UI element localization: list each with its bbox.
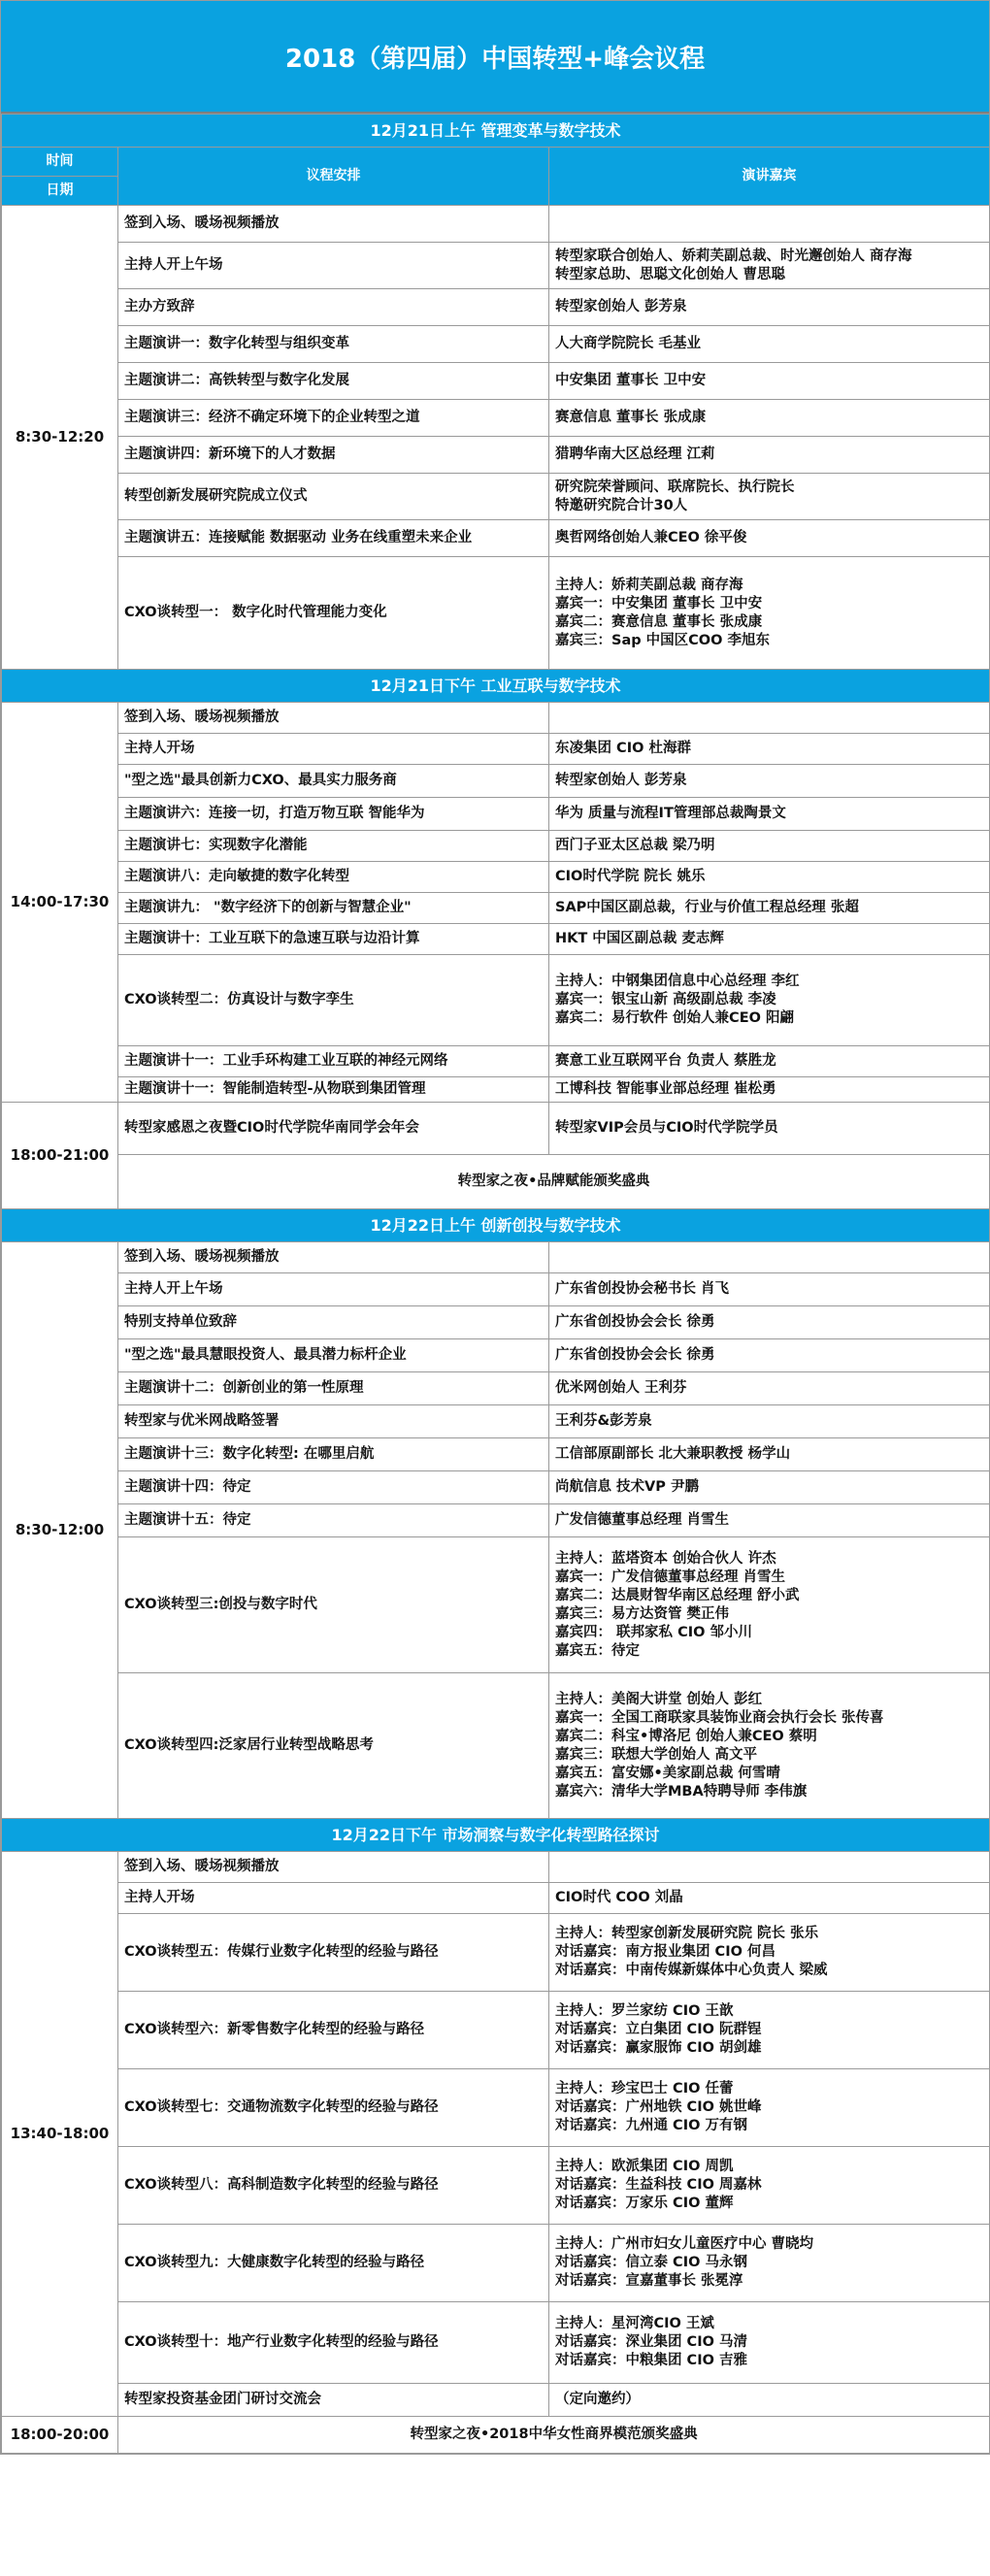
agenda-row — [2, 1273, 990, 1306]
section-heading: 12月22日上午 创新创投与数字技术 — [2, 1209, 990, 1242]
speaker-info — [549, 1242, 990, 1273]
agenda-item: 主办方致辞 — [118, 289, 549, 326]
agenda-row — [2, 893, 990, 924]
agenda-item: "型之选"最具创新力CXO、最具实力服务商 — [118, 765, 549, 798]
speaker-info — [549, 206, 990, 243]
speaker-info: 猎聘华南大区总经理 江莉 — [549, 437, 990, 474]
speaker-info: 主持人：欧派集团 CIO 周凯 对话嘉宾：生益科技 CIO 周嘉林 对话嘉宾：万家乐 CIO 董辉 — [549, 2147, 990, 2225]
agenda-row — [2, 1077, 990, 1103]
agenda-row — [2, 1537, 990, 1673]
speaker-info: 主持人：罗兰家纺 CIO 王歆 对话嘉宾：立白集团 CIO 阮群锃 对话嘉宾：赢家服饰 CIO 胡剑雄 — [549, 1992, 990, 2069]
agenda-row — [2, 206, 990, 243]
agenda-row — [2, 2384, 990, 2417]
merged-row — [2, 2417, 990, 2454]
speaker-info: SAP中国区副总裁，行业与价值工程总经理 张超 — [549, 893, 990, 924]
speaker-info: 广东省创投协会秘书长 肖飞 — [549, 1273, 990, 1306]
speaker-info: 王利芬&彭芳泉 — [549, 1405, 990, 1438]
agenda-row — [2, 1242, 990, 1273]
section-heading-row — [2, 1819, 990, 1852]
agenda-row — [2, 1438, 990, 1471]
header-agenda: 议程安排 — [118, 148, 549, 206]
speaker-info: 尚航信息 技术VP 尹鹏 — [549, 1471, 990, 1504]
speaker-info: 主持人：星河湾CIO 王斌 对话嘉宾：深业集团 CIO 马清 对话嘉宾：中粮集团 CIO 吉雅 — [549, 2302, 990, 2384]
speaker-info: CIO时代学院 院长 姚乐 — [549, 862, 990, 893]
agenda-item: 主题演讲十三：数字化转型: 在哪里启航 — [118, 1438, 549, 1471]
time-slot: 14:00-17:30 — [2, 703, 118, 1103]
speaker-info: 转型家创始人 彭芳泉 — [549, 289, 990, 326]
time-slot: 8:30-12:20 — [2, 206, 118, 670]
speaker-info — [549, 703, 990, 734]
agenda-item: 特别支持单位致辞 — [118, 1306, 549, 1339]
agenda-item: 转型家感恩之夜暨CIO时代学院华南同学会年会 — [118, 1103, 549, 1155]
speaker-info: 主持人：珍宝巴士 CIO 任蕾 对话嘉宾：广州地铁 CIO 姚世峰 对话嘉宾：九州通 CIO 万有钢 — [549, 2069, 990, 2147]
time-slot: 13:40-18:00 — [2, 1852, 118, 2417]
agenda-item: CXO谈转型一： 数字化时代管理能力变化 — [118, 557, 549, 670]
agenda-item: 主题演讲四：新环境下的人才数据 — [118, 437, 549, 474]
agenda-item: CXO谈转型六：新零售数字化转型的经验与路径 — [118, 1992, 549, 2069]
speaker-info: CIO时代 COO 刘晶 — [549, 1883, 990, 1914]
agenda-item: CXO谈转型十：地产行业数字化转型的经验与路径 — [118, 2302, 549, 2384]
agenda-item: 主持人开上午场 — [118, 1273, 549, 1306]
agenda-row — [2, 862, 990, 893]
time-slot: 18:00-20:00 — [2, 2417, 118, 2454]
speaker-info: 主持人：娇莉芙副总裁 商存海 嘉宾一：中安集团 董事长 卫中安 嘉宾二：赛意信息 董事长 张成康 嘉宾三：Sap 中国区COO 李旭东 — [549, 557, 990, 670]
speaker-info: 东凌集团 CIO 杜海群 — [549, 734, 990, 765]
agenda-item: CXO谈转型四:泛家居行业转型战略思考 — [118, 1673, 549, 1819]
agenda-item: 签到入场、暖场视频播放 — [118, 1242, 549, 1273]
header-speakers: 演讲嘉宾 — [549, 148, 990, 206]
speaker-info: 华为 质量与流程IT管理部总裁陶景文 — [549, 798, 990, 831]
speaker-info: 主持人：广州市妇女儿童医疗中心 曹晓均 对话嘉宾：信立泰 CIO 马永钢 对话嘉宾：宣嘉董事长 张冕淳 — [549, 2225, 990, 2302]
speaker-info: 广东省创投协会会长 徐勇 — [549, 1339, 990, 1372]
agenda-item: 主题演讲六：连接一切，打造万物互联 智能华为 — [118, 798, 549, 831]
agenda-item: 主题演讲九： "数字经济下的创新与智慧企业" — [118, 893, 549, 924]
agenda-item: 签到入场、暖场视频播放 — [118, 703, 549, 734]
agenda-row — [2, 363, 990, 400]
agenda-row — [2, 1046, 990, 1077]
speaker-info: 人大商学院院长 毛基业 — [549, 326, 990, 363]
agenda-row — [2, 703, 990, 734]
agenda-row — [2, 1914, 990, 1992]
time-slot: 8:30-12:00 — [2, 1242, 118, 1819]
agenda-item: 主持人开上午场 — [118, 243, 549, 289]
speaker-info: 主持人：中钢集团信息中心总经理 李红 嘉宾一：银宝山新 高级副总裁 李凌 嘉宾二：易行软件 创始人兼CEO 阳翩 — [549, 955, 990, 1046]
agenda-item: 主题演讲十：工业互联下的急速互联与边沿计算 — [118, 924, 549, 955]
agenda-item: 转型创新发展研究院成立仪式 — [118, 474, 549, 520]
speaker-info: 转型家联合创始人、娇莉芙副总裁、时光邂创始人 商存海 转型家总助、思聪文化创始人 曹思聪 — [549, 243, 990, 289]
agenda-item: 转型家投资基金团门研讨交流会 — [118, 2384, 549, 2417]
speaker-info: 主持人：蓝塔资本 创始合伙人 许杰 嘉宾一：广发信德董事总经理 肖雪生 嘉宾二：达晨财智华南区总经理 舒小武 嘉宾三：易方达资管 樊正伟 嘉宾四： 联邦家私 CIO 邹小川 嘉宾五：待定 — [549, 1537, 990, 1673]
agenda-row — [2, 437, 990, 474]
agenda-item: CXO谈转型五：传媒行业数字化转型的经验与路径 — [118, 1914, 549, 1992]
agenda-row — [2, 1852, 990, 1883]
agenda-row — [2, 1992, 990, 2069]
agenda-item: CXO谈转型九：大健康数字化转型的经验与路径 — [118, 2225, 549, 2302]
agenda-row — [2, 734, 990, 765]
agenda-item: 主题演讲八：走向敏捷的数字化转型 — [118, 862, 549, 893]
agenda-row — [2, 243, 990, 289]
agenda-row — [2, 1673, 990, 1819]
agenda-row — [2, 1405, 990, 1438]
speaker-info: 广发信德董事总经理 肖雪生 — [549, 1504, 990, 1537]
agenda-row — [2, 2069, 990, 2147]
agenda-row — [2, 1471, 990, 1504]
speaker-info: 广东省创投协会会长 徐勇 — [549, 1306, 990, 1339]
agenda-item: 转型家与优米网战略签署 — [118, 1405, 549, 1438]
agenda-row — [2, 765, 990, 798]
agenda-row — [2, 924, 990, 955]
agenda-item: CXO谈转型七：交通物流数字化转型的经验与路径 — [118, 2069, 549, 2147]
speaker-info: 工博科技 智能事业部总经理 崔松勇 — [549, 1077, 990, 1103]
speaker-info: 工信部原副部长 北大兼职教授 杨学山 — [549, 1438, 990, 1471]
agenda-item: 签到入场、暖场视频播放 — [118, 206, 549, 243]
agenda-row — [2, 289, 990, 326]
agenda-item: 主题演讲十一：工业手环构建工业互联的神经元网络 — [118, 1046, 549, 1077]
agenda-item: 主题演讲十五：待定 — [118, 1504, 549, 1537]
agenda-row — [2, 520, 990, 557]
agenda-row — [2, 1306, 990, 1339]
agenda-row — [2, 400, 990, 437]
header-time: 时间 — [2, 148, 118, 177]
agenda-item: 签到入场、暖场视频播放 — [118, 1852, 549, 1883]
agenda-table — [1, 114, 990, 2454]
agenda-row — [2, 1372, 990, 1405]
section-heading-row — [2, 115, 990, 148]
agenda-row — [2, 2302, 990, 2384]
agenda-row — [2, 2147, 990, 2225]
merged-event: 转型家之夜•品牌赋能颁奖盛典 — [118, 1155, 990, 1209]
agenda-item: CXO谈转型八：高科制造数字化转型的经验与路径 — [118, 2147, 549, 2225]
agenda-row — [2, 2225, 990, 2302]
page-title: 2018（第四届）中国转型+峰会议程 — [1, 1, 989, 114]
speaker-info: 转型家VIP会员与CIO时代学院学员 — [549, 1103, 990, 1155]
agenda-row — [2, 798, 990, 831]
section-heading: 12月21日下午 工业互联与数字技术 — [2, 670, 990, 703]
agenda-row — [2, 1339, 990, 1372]
agenda-item: 主题演讲十一：智能制造转型-从物联到集团管理 — [118, 1077, 549, 1103]
speaker-info: 研究院荣誉顾问、联席院长、执行院长 特邀研究院合计30人 — [549, 474, 990, 520]
agenda-item: 主题演讲一：数字化转型与组织变革 — [118, 326, 549, 363]
agenda-item: 主题演讲五：连接赋能 数据驱动 业务在线重塑未来企业 — [118, 520, 549, 557]
agenda-row — [2, 1504, 990, 1537]
section-heading: 12月22日下午 市场洞察与数字化转型路径探讨 — [2, 1819, 990, 1852]
speaker-info: 赛意信息 董事长 张成康 — [549, 400, 990, 437]
header-date: 日期 — [2, 177, 118, 206]
agenda-row — [2, 831, 990, 862]
agenda-item: CXO谈转型二：仿真设计与数字孪生 — [118, 955, 549, 1046]
agenda-row — [2, 474, 990, 520]
speaker-info: 西门子亚太区总裁 梁乃明 — [549, 831, 990, 862]
section-heading-row — [2, 1209, 990, 1242]
agenda-item: "型之选"最具慧眼投资人、最具潜力标杆企业 — [118, 1339, 549, 1372]
speaker-info: 转型家创始人 彭芳泉 — [549, 765, 990, 798]
agenda-item: 主持人开场 — [118, 734, 549, 765]
agenda-item: 主题演讲二：高铁转型与数字化发展 — [118, 363, 549, 400]
agenda-item: 主题演讲七：实现数字化潜能 — [118, 831, 549, 862]
speaker-info: HKT 中国区副总裁 麦志辉 — [549, 924, 990, 955]
agenda-item: 主持人开场 — [118, 1883, 549, 1914]
agenda-row — [2, 557, 990, 670]
speaker-info: 奥哲网络创始人兼CEO 徐平俊 — [549, 520, 990, 557]
agenda-item: 主题演讲十四：待定 — [118, 1471, 549, 1504]
agenda-row — [2, 955, 990, 1046]
agenda-item: 主题演讲十二：创新创业的第一性原理 — [118, 1372, 549, 1405]
speaker-info: （定向邀约） — [549, 2384, 990, 2417]
speaker-info: 中安集团 董事长 卫中安 — [549, 363, 990, 400]
speaker-info: 赛意工业互联网平台 负责人 蔡胜龙 — [549, 1046, 990, 1077]
time-slot: 18:00-21:00 — [2, 1103, 118, 1209]
column-header-row — [2, 148, 990, 177]
agenda-row — [2, 326, 990, 363]
speaker-info: 主持人：美阁大讲堂 创始人 彭红 嘉宾一：全国工商联家具装饰业商会执行会长 张传喜 嘉宾二：科宝•博洛尼 创始人兼CEO 蔡明 嘉宾三：联想大学创始人 高文平 嘉宾五：富安娜•美家副总裁 何雪晴 嘉宾六：清华大学MBA特聘导师 李伟旗 — [549, 1673, 990, 1819]
agenda-row — [2, 1883, 990, 1914]
agenda-item: CXO谈转型三:创投与数字时代 — [118, 1537, 549, 1673]
speaker-info — [549, 1852, 990, 1883]
agenda-item: 主题演讲三：经济不确定环境下的企业转型之道 — [118, 400, 549, 437]
section-heading-row — [2, 670, 990, 703]
section-heading: 12月21日上午 管理变革与数字技术 — [2, 115, 990, 148]
speaker-info: 优米网创始人 王利芬 — [549, 1372, 990, 1405]
speaker-info: 主持人：转型家创新发展研究院 院长 张乐 对话嘉宾：南方报业集团 CIO 何昌 对话嘉宾：中南传媒新媒体中心负责人 梁威 — [549, 1914, 990, 1992]
agenda-row — [2, 1103, 990, 1155]
merged-event: 转型家之夜•2018中华女性商界模范颁奖盛典 — [118, 2417, 990, 2454]
merged-row — [2, 1155, 990, 1209]
